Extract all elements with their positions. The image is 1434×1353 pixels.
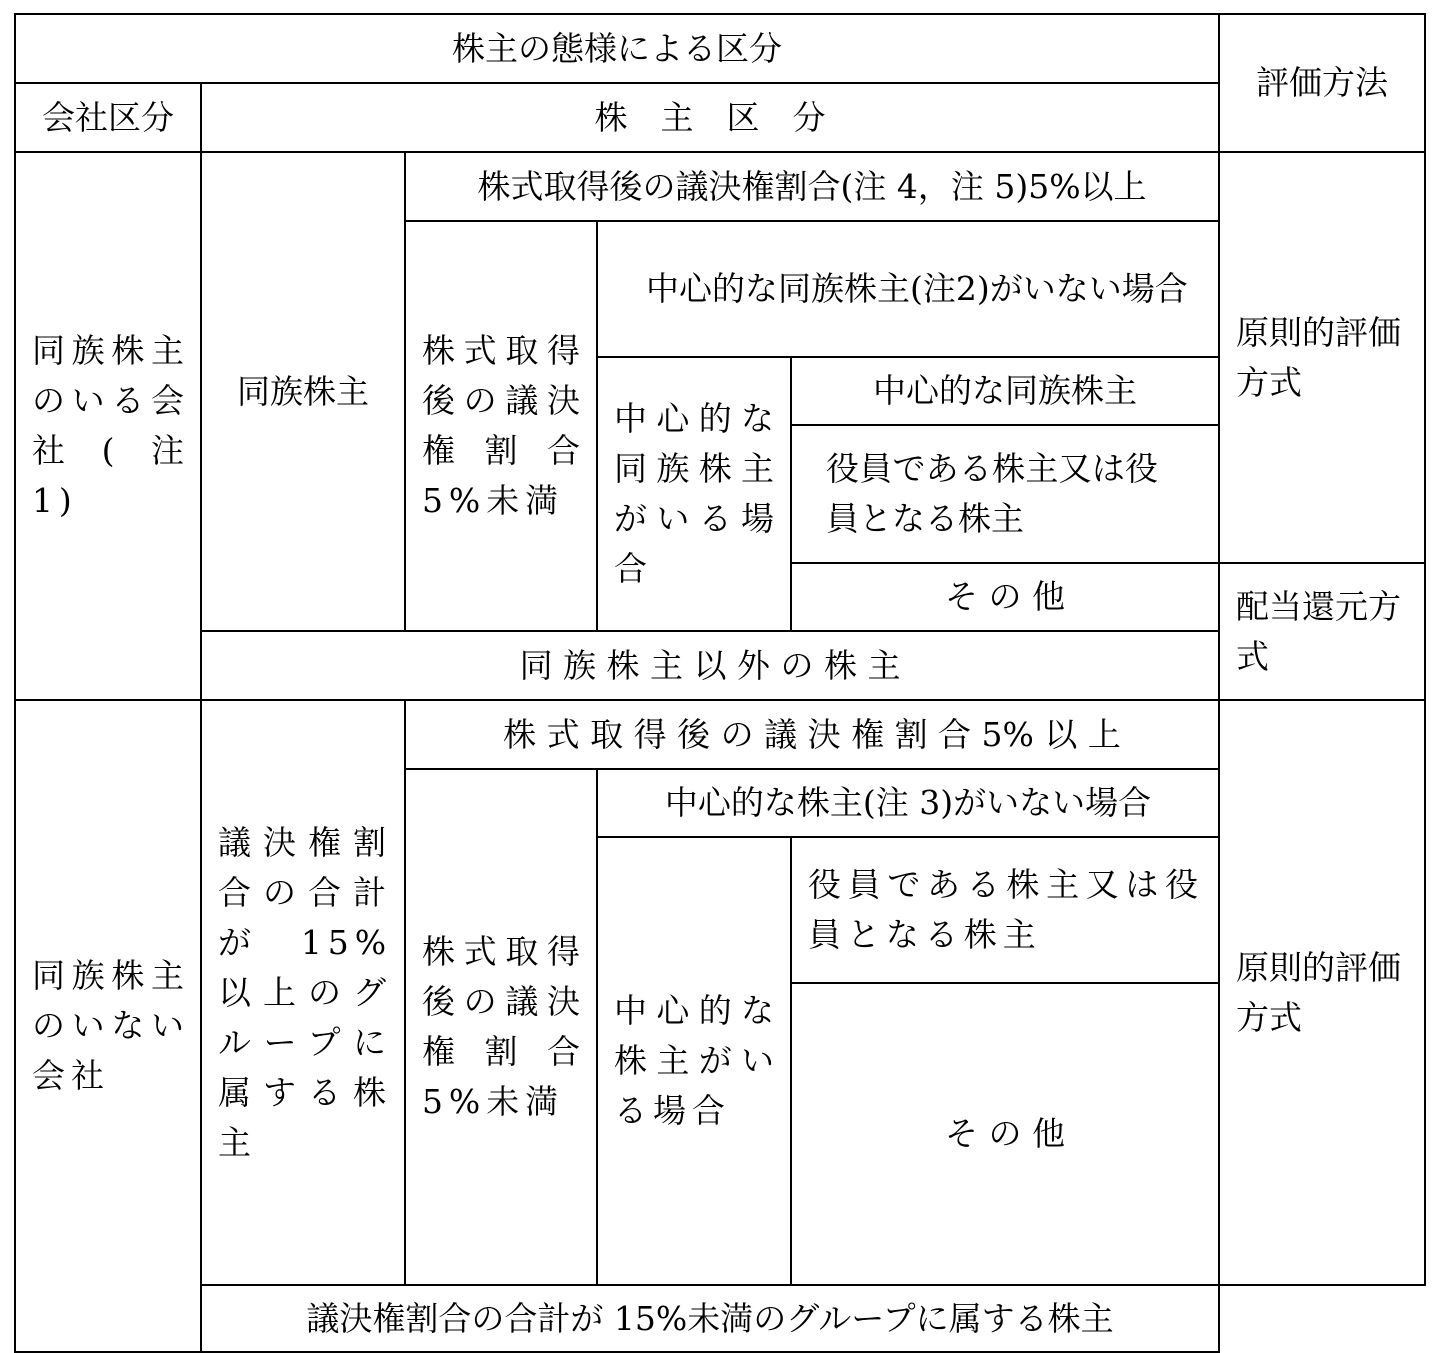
valuation-table [14, 13, 1426, 1353]
header-category-by-mode: 株主の態様による区分 [15, 14, 1219, 83]
section2-group-under-15: 議決権割合の合計が 15%未満のグループに属する株主 [201, 1285, 1219, 1352]
section1-principle-method: 原則的評価方式 [1219, 152, 1425, 563]
section2-central-exists: 中心的な株主がいる場合 [597, 837, 791, 1285]
section1-central-family-exists: 中心的な同族株主がいる場合 [597, 357, 791, 631]
section2-ratio-under-5: 株式取得後の議決権割合5%未満 [405, 769, 597, 1285]
header-company-category: 会社区分 [15, 83, 201, 152]
section1-non-family: 同 族 株 主 以 外 の 株 主 [201, 631, 1219, 700]
section1-central-family-shareholder: 中心的な同族株主 [791, 357, 1219, 425]
section2-company: 同族株主のいない会社 [15, 700, 201, 1352]
section1-ratio-under-5: 株式取得後の議決権割合5%未満 [405, 221, 597, 631]
section2-other: そ の 他 [791, 983, 1219, 1285]
section2-no-central: 中心的な株主(注 3)がいない場合 [597, 769, 1219, 837]
section1-ratio-5-or-more: 株式取得後の議決権割合(注 4，注 5)5%以上 [405, 152, 1219, 221]
section1-dividend-method: 配当還元方式 [1219, 563, 1425, 700]
section2-ratio-5-or-more: 株 式 取 得 後 の 議 決 権 割 合 5% 以 上 [405, 700, 1219, 769]
section1-company: 同族株主のいる会社(注 1) [15, 152, 201, 700]
header-valuation-method: 評価方法 [1219, 14, 1425, 152]
section2-group-15: 議決権割合の合計が 15%以上のグループに属する株主 [201, 700, 405, 1285]
section1-family-shareholder: 同族株主 [201, 152, 405, 631]
section1-officer-shareholder: 役員である株主又は役員となる株主 [791, 425, 1219, 563]
header-shareholder-category: 株 主 区 分 [201, 83, 1219, 152]
section2-officer-shareholder: 役員である株主又は役員となる株主 [791, 837, 1219, 983]
section1-no-central-family: 中心的な同族株主(注2)がいない場合 [597, 221, 1219, 357]
section1-other: そ の 他 [791, 563, 1219, 631]
section2-principle-method: 原則的評価方式 [1219, 700, 1425, 1285]
